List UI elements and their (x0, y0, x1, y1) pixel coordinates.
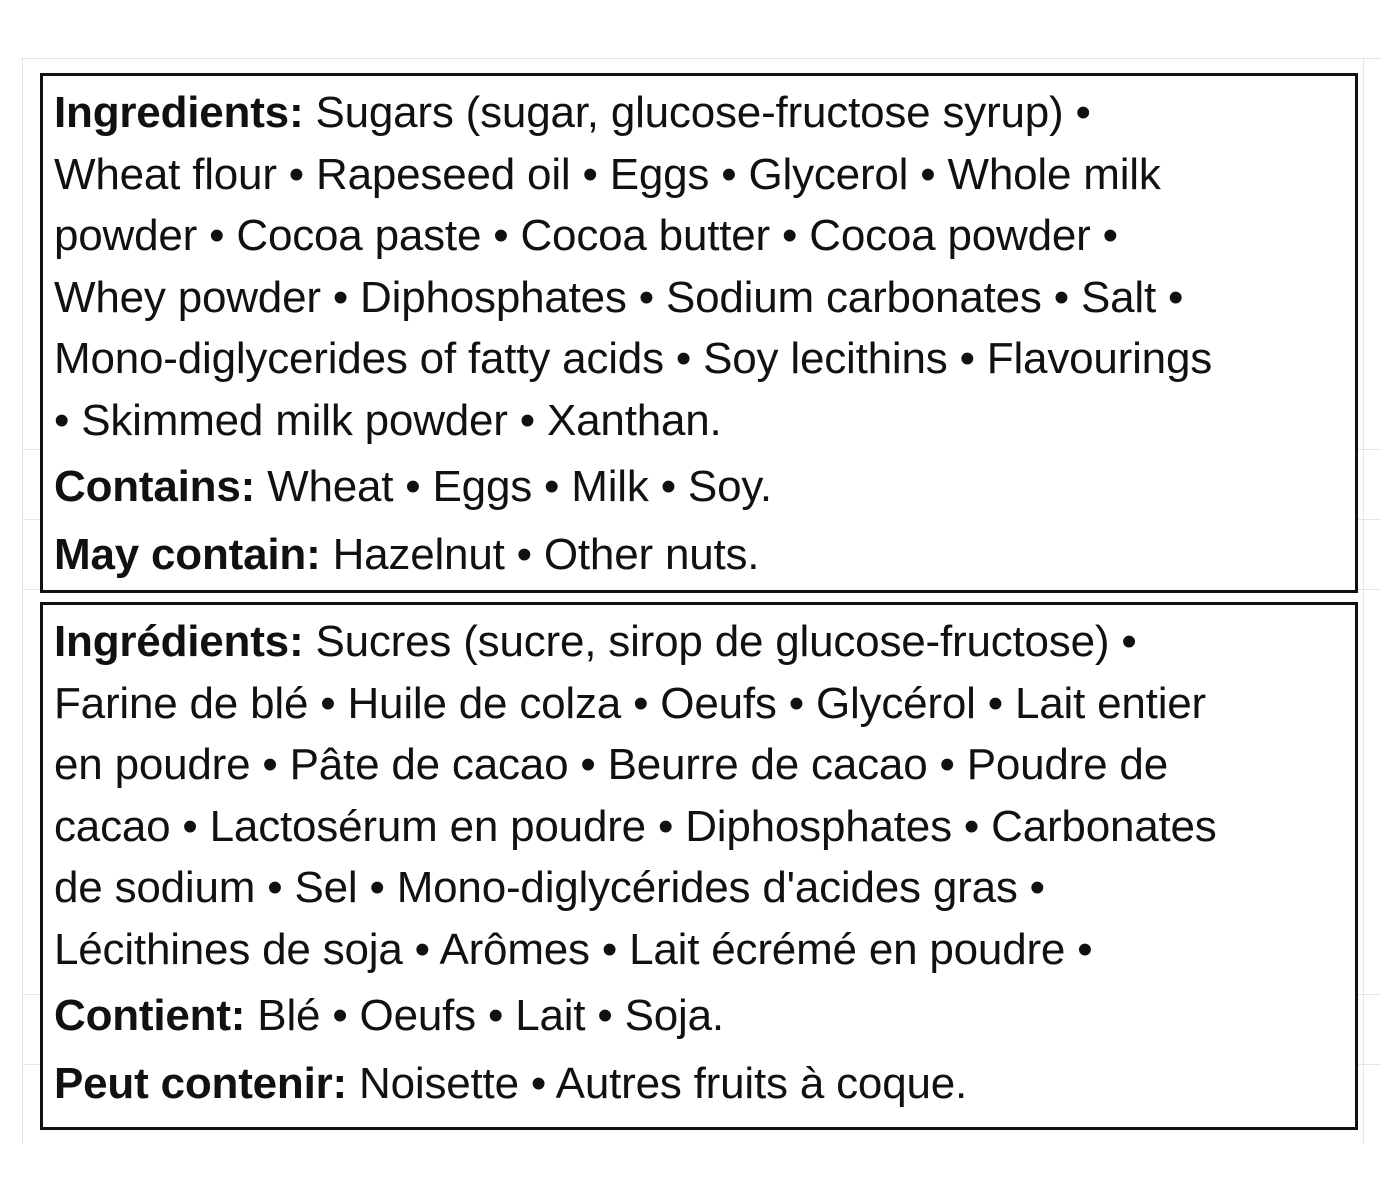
english-ingredients-line: Mono-diglycerides of fatty acids • Soy lecithins • Flavourings (54, 334, 1213, 383)
english-ingredients-line: • Skimmed milk powder • Xanthan. (54, 395, 722, 445)
english-ingredients-line: powder • Cocoa paste • Cocoa butter • Cocoa powder • (54, 211, 1118, 260)
grid-line (1363, 59, 1364, 1144)
french-may-contain-heading: Peut contenir: (54, 1059, 347, 1108)
english-ingredients-paragraph (54, 82, 1354, 451)
english-contains-text: Wheat • Eggs • Milk • Soy. (267, 462, 772, 511)
english-ingredients-heading: Ingredients: (54, 88, 304, 137)
french-ingredients-line: de sodium • Sel • Mono-diglycérides d'acides gras • (54, 863, 1045, 912)
french-ingredients-line: Lécithines de soja • Arômes • Lait écrémé en poudre • (54, 924, 1093, 974)
english-ingredients-label (40, 73, 1358, 593)
english-ingredients-line: Sugars (sugar, glucose-fructose syrup) • (315, 88, 1091, 137)
french-ingredients-line: cacao • Lactosérum en poudre • Diphosphates • Carbonates (54, 801, 1217, 851)
english-ingredients-line: Whey powder • Diphosphates • Sodium carbonates • Salt • (54, 272, 1184, 322)
english-ingredients-line: Wheat flour • Rapeseed oil • Eggs • Glycerol • Whole milk (54, 149, 1161, 199)
french-contains-text: Blé • Oeufs • Lait • Soja. (257, 991, 724, 1040)
english-may-contain-heading: May contain: (54, 530, 321, 579)
french-ingredients-paragraph (54, 611, 1354, 980)
french-contains-line (54, 984, 1355, 1048)
french-contains-heading: Contient: (54, 991, 246, 1040)
french-ingredients-line: Farine de blé • Huile de colza • Oeufs • Glycérol • Lait entier (54, 678, 1207, 728)
english-contains-heading: Contains: (54, 462, 256, 511)
french-ingredients-label (40, 602, 1358, 1130)
french-ingredients-heading: Ingrédients: (54, 617, 304, 666)
english-may-contain-text: Hazelnut • Other nuts. (332, 530, 760, 579)
french-may-contain-text: Noisette • Autres fruits à coque. (359, 1059, 968, 1108)
english-contains-line (54, 455, 1355, 519)
english-may-contain-line (54, 523, 1355, 587)
french-ingredients-line: Sucres (sucre, sirop de glucose-fructose) • (315, 617, 1137, 666)
french-may-contain-line (54, 1052, 1355, 1116)
french-ingredients-line: en poudre • Pâte de cacao • Beurre de cacao • Poudre de (54, 740, 1168, 789)
